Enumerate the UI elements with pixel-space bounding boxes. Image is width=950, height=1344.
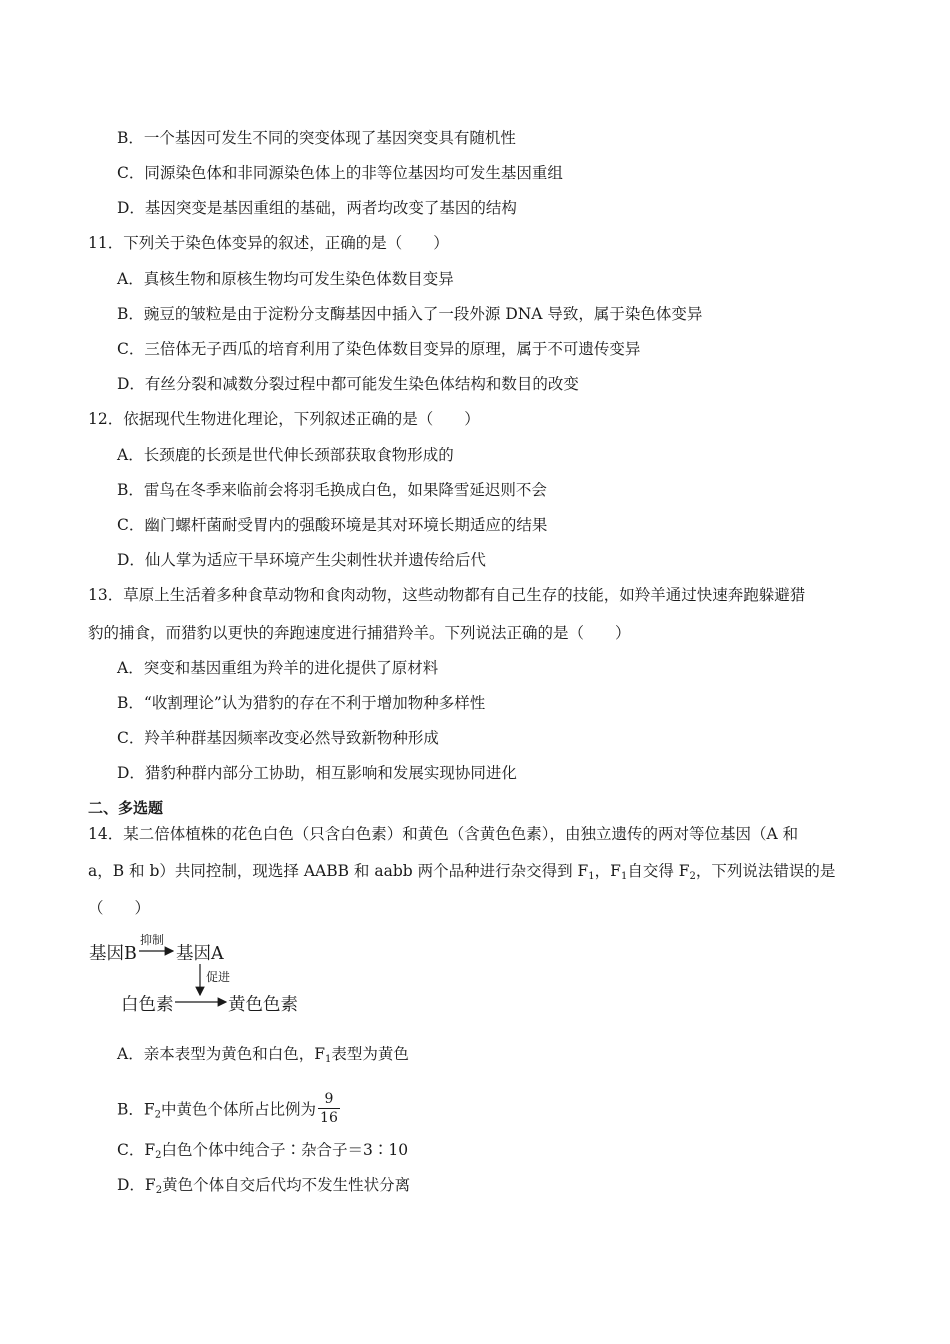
promote-label: 促进 <box>206 970 231 984</box>
q12-option-a: A．长颈鹿的长颈是世代伸长颈部获取食物形成的 <box>117 446 454 464</box>
q13-option-d: D．猎豹种群内部分工协助，相互影响和发展实现协同进化 <box>117 764 517 782</box>
q14-stem-line1: 14．某二倍体植株的花色白色（只含白色素）和黄色（含黄色色素），由独立遗传的两对等位基因（A 和 <box>88 825 799 843</box>
yellow-pigment-label: 黄色色素 <box>228 995 298 1015</box>
gene-b-label: 基因B <box>89 944 137 964</box>
q13-option-b: B．“收割理论”认为猎豹的存在不利于增加物种多样性 <box>117 694 486 712</box>
q10-option-c: C．同源染色体和非同源染色体上的非等位基因均可发生基因重组 <box>117 164 563 182</box>
white-pigment-label: 白色素 <box>121 995 174 1015</box>
gene-pathway-diagram <box>88 928 318 1023</box>
diagram-arrows <box>88 928 318 1023</box>
q11-option-d: D．有丝分裂和减数分裂过程中都可能发生染色体结构和数目的改变 <box>117 375 579 393</box>
q12-stem: 12．依据现代生物进化理论，下列叙述正确的是（ ） <box>88 410 480 428</box>
q11-option-b: B．豌豆的皱粒是由于淀粉分支酶基因中插入了一段外源 DNA 导致，属于染色体变异 <box>117 305 703 323</box>
q12-option-b: B．雷鸟在冬季来临前会将羽毛换成白色，如果降雪延迟则不会 <box>117 481 547 499</box>
section-heading: 二、多选题 <box>88 799 164 817</box>
q14-option-d: D．$F_2$黄色个体自交后代均不发生性状分离 <box>117 1176 411 1196</box>
q12-option-c: C．幽门螺杆菌耐受胃内的强酸环境是其对环境长期适应的结果 <box>117 516 548 534</box>
q13-stem-line2: 豹的捕食，而猎豹以更快的奔跑速度进行捕猎羚羊。下列说法正确的是（ ） <box>88 624 631 642</box>
q14-option-b: B．$F_2$中黄色个体所占比例为 $\frac{9}{16}$ <box>117 1091 338 1126</box>
q14-option-a: A．亲本表型为黄色和白色，$F_1$表型为黄色 <box>117 1045 409 1065</box>
q12-option-d: D．仙人掌为适应干旱环境产生尖刺性状并遗传给后代 <box>117 551 486 569</box>
fraction: $\frac{9}{16}$ <box>320 1091 338 1126</box>
q13-option-a: A．突变和基因重组为羚羊的进化提供了原材料 <box>117 659 439 677</box>
q11-option-a: A．真核生物和原核生物均可发生染色体数目变异 <box>117 270 454 288</box>
q11-stem: 11．下列关于染色体变异的叙述，正确的是（ ） <box>88 234 449 252</box>
q14-stem-line2: a，B 和 b）共同控制，现选择 AABB 和 aabb 两个品种进行杂交得到 $F_1$，$F_1$自交得 $F_2$，下列说法错误的是 <box>88 862 836 882</box>
inhibit-label: 抑制 <box>140 933 165 947</box>
q10-option-d: D．基因突变是基因重组的基础，两者均改变了基因的结构 <box>117 199 517 217</box>
q13-stem-line1: 13．草原上生活着多种食草动物和食肉动物，这些动物都有自己生存的技能，如羚羊通过快速奔跑躲避猎 <box>88 586 806 604</box>
q14-option-c: C．$F_2$白色个体中纯合子∶杂合子＝3∶10 <box>117 1141 409 1161</box>
q14-stem-line3: （ ） <box>88 899 151 917</box>
q11-option-c: C．三倍体无子西瓜的培育利用了染色体数目变异的原理，属于不可遗传变异 <box>117 340 641 358</box>
q13-option-c: C．羚羊种群基因频率改变必然导致新物种形成 <box>117 729 439 747</box>
gene-a-label: 基因A <box>176 944 224 964</box>
q10-option-b: B．一个基因可发生不同的突变体现了基因突变具有随机性 <box>117 129 516 147</box>
